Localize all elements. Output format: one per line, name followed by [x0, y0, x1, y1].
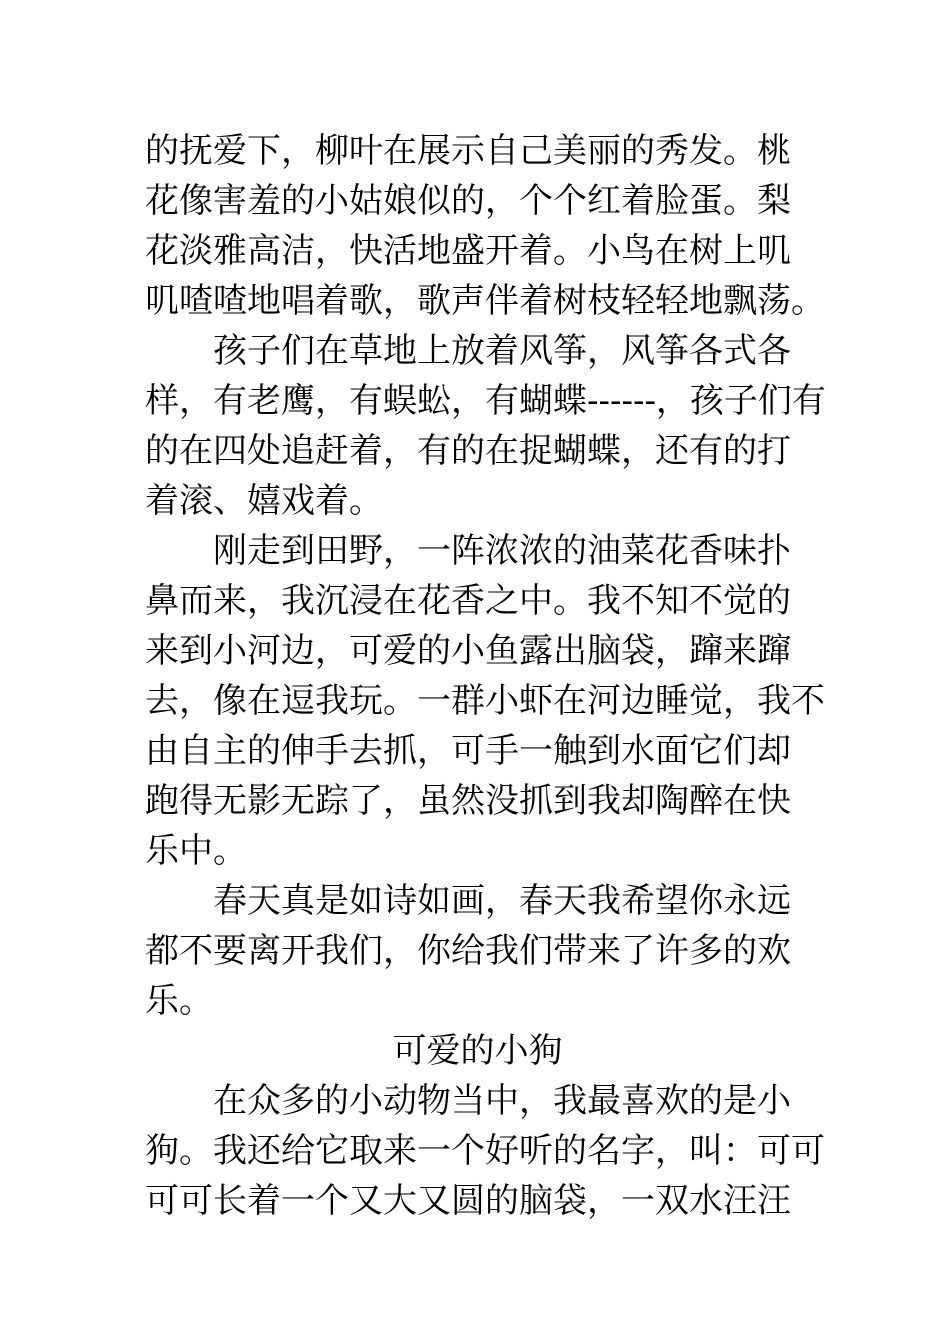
text-line: 跑得无影无踪了，虽然没抓到我却陶醉在快 [145, 781, 791, 821]
text-line: 狗。我还给它取来一个好听的名字，叫：可可 [145, 1131, 825, 1171]
paragraph-first-line: 在众多的小动物当中，我最喜欢的是小 [213, 1081, 791, 1121]
text-line: 去，像在逗我玩。一群小虾在河边睡觉，我不 [145, 681, 825, 721]
text-line: 样，有老鹰，有蜈蚣，有蝴蝶------，孩子们有 [145, 381, 826, 421]
text-line: 由自主的伸手去抓，可手一触到水面它们却 [145, 731, 791, 771]
text-line: 来到小河边，可爱的小鱼露出脑袋，蹿来蹿 [145, 631, 791, 671]
paragraph-first-line: 春天真是如诗如画，春天我希望你永远 [213, 881, 791, 921]
text-line: 都不要离开我们，你给我们带来了许多的欢 [145, 931, 791, 971]
document-body [145, 126, 826, 1226]
text-line: 鼻而来，我沉浸在花香之中。我不知不觉的 [145, 581, 791, 621]
text-line: 叽喳喳地唱着歌，歌声伴着树枝轻轻地飘荡。 [145, 281, 825, 321]
text-line: 乐。 [145, 981, 213, 1021]
section-title: 可爱的小狗 [392, 1031, 563, 1071]
text-line: 的在四处追赶着，有的在捉蝴蝶，还有的打 [145, 431, 791, 471]
text-line: 的抚爱下，柳叶在展示自己美丽的秀发。桃 [145, 131, 791, 171]
text-line: 着滚、嬉戏着。 [145, 481, 383, 521]
text-line: 可可长着一个又大又圆的脑袋，一双水汪汪 [145, 1181, 791, 1221]
paragraph-first-line: 孩子们在草地上放着风筝，风筝各式各 [213, 331, 791, 371]
text-line: 花像害羞的小姑娘似的，个个红着脸蛋。梨 [145, 181, 791, 221]
text-line: 乐中。 [145, 831, 247, 871]
text-line: 花淡雅高洁，快活地盛开着。小鸟在树上叽 [145, 231, 791, 271]
paragraph-first-line: 刚走到田野，一阵浓浓的油菜花香味扑 [213, 531, 791, 571]
